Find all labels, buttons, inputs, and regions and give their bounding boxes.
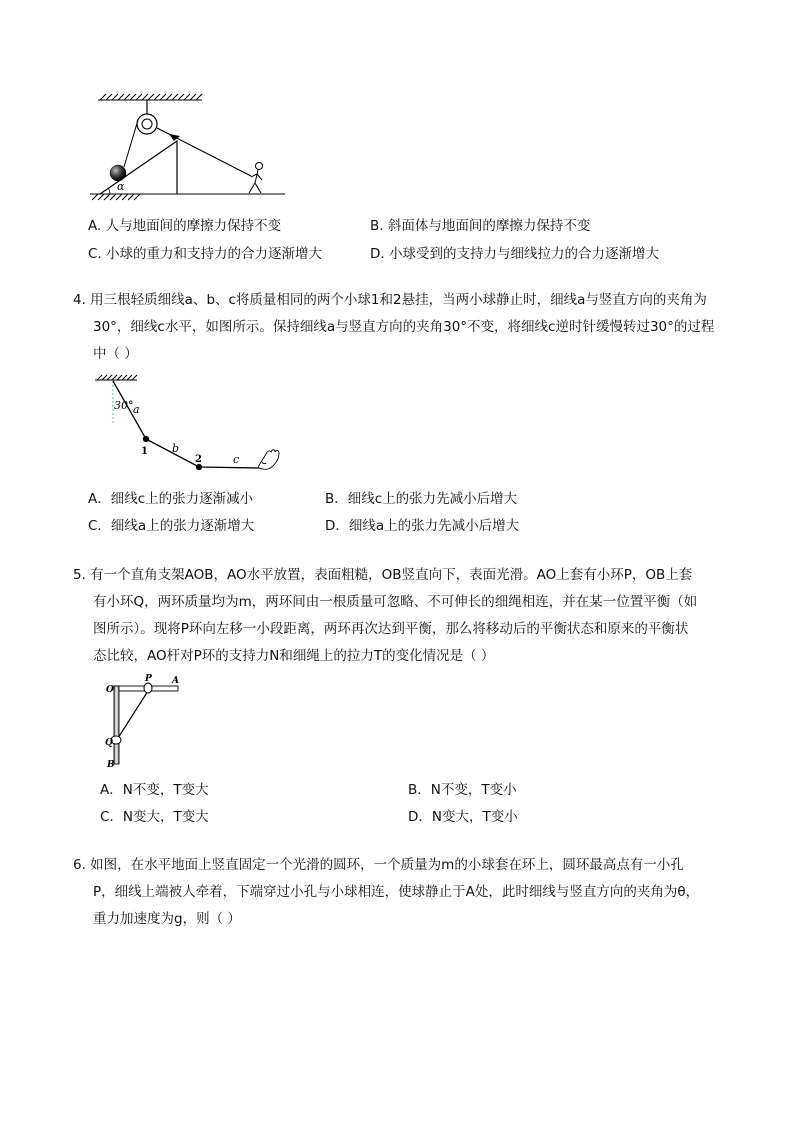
q5-option-b[interactable]: B．N不变，T变小 xyxy=(408,782,517,798)
q6-stem-line-2: P，细线上端被人牵着，下端穿过小孔与小球相连，使球静止于A处，此时细线与竖直方向的夹角为θ， xyxy=(93,884,700,900)
q5-option-c[interactable]: C．N变大，T变大 xyxy=(100,809,209,825)
angle-label: 30° xyxy=(114,399,134,412)
label-a: a xyxy=(133,403,140,416)
q6-stem-line-3: 重力加速度为g，则（ ） xyxy=(93,911,241,927)
q6-stem-line-1: 6. 如图，在水平地面上竖直固定一个光滑的圆环，一个质量为m的小球套在环上，圆环最高点有一小孔 xyxy=(73,857,684,873)
q5-option-a[interactable]: A．N不变，T变大 xyxy=(100,782,209,798)
label-b: B xyxy=(107,760,115,770)
q5-stem-line-1: 5. 有一个直角支架AOB，AO水平放置，表面粗糙，OB竖直向下，表面光滑。AO上套有小环P，OB上套 xyxy=(73,567,693,583)
q3-option-a[interactable]: A. 人与地面间的摩擦力保持不变 xyxy=(88,218,282,234)
q3-option-b[interactable]: B. 斜面体与地面间的摩擦力保持不变 xyxy=(370,218,591,234)
label-o: O xyxy=(106,685,114,695)
label-2: 2 xyxy=(195,454,202,465)
label-c: c xyxy=(233,453,240,466)
q3-option-d[interactable]: D. 小球受到的支持力与细线拉力的合力逐渐增大 xyxy=(370,246,659,262)
ring-p-icon xyxy=(144,683,152,693)
q3-option-c[interactable]: C. 小球的重力和支持力的合力逐渐增大 xyxy=(88,246,323,262)
q5-stem-line-2: 有小环Q，两环质量均为m，两环间由一根质量可忽略、不可伸长的细绳相连，并在某一位置平衡（如 xyxy=(93,594,698,610)
q4-stem-line-2: 30°，细线c水平，如图所示。保持细线a与竖直方向的夹角30°不变，将细线c逆时针缓慢转过30°的过程 xyxy=(93,319,715,335)
q4-option-c[interactable]: C．细线a上的张力逐渐增大 xyxy=(88,518,255,534)
label-p: P xyxy=(145,674,152,684)
rope xyxy=(118,691,148,738)
label-1: 1 xyxy=(141,446,148,457)
rod-ob xyxy=(114,686,119,764)
label-a: A xyxy=(172,676,179,686)
q5-option-d[interactable]: D．N变大，T变小 xyxy=(408,809,518,825)
q5-stem-line-4: 态比较，AO杆对P环的支持力N和细绳上的拉力T的变化情况是（ ） xyxy=(93,648,495,664)
q4-option-d[interactable]: D．细线a上的张力先减小后增大 xyxy=(325,518,520,534)
q4-stem-line-3: 中（ ） xyxy=(93,346,138,362)
label-b: b xyxy=(172,442,180,455)
q4-option-a[interactable]: A．细线c上的张力逐渐减小 xyxy=(88,491,254,507)
q4-option-b[interactable]: B．细线c上的张力先减小后增大 xyxy=(325,491,518,507)
alpha-label: α xyxy=(117,180,125,193)
q5-stem-line-3: 图所示）。现将P环向左移一小段距离，两环再次达到平衡，那么将移动后的平衡状态和原来的平衡状 xyxy=(93,621,689,637)
label-q: Q xyxy=(105,738,113,748)
q4-stem-line-1: 4. 用三根轻质细线a、b、c将质量相同的两个小球1和2悬挂，当两小球静止时，细线a与竖直方向的夹角为 xyxy=(73,292,707,308)
